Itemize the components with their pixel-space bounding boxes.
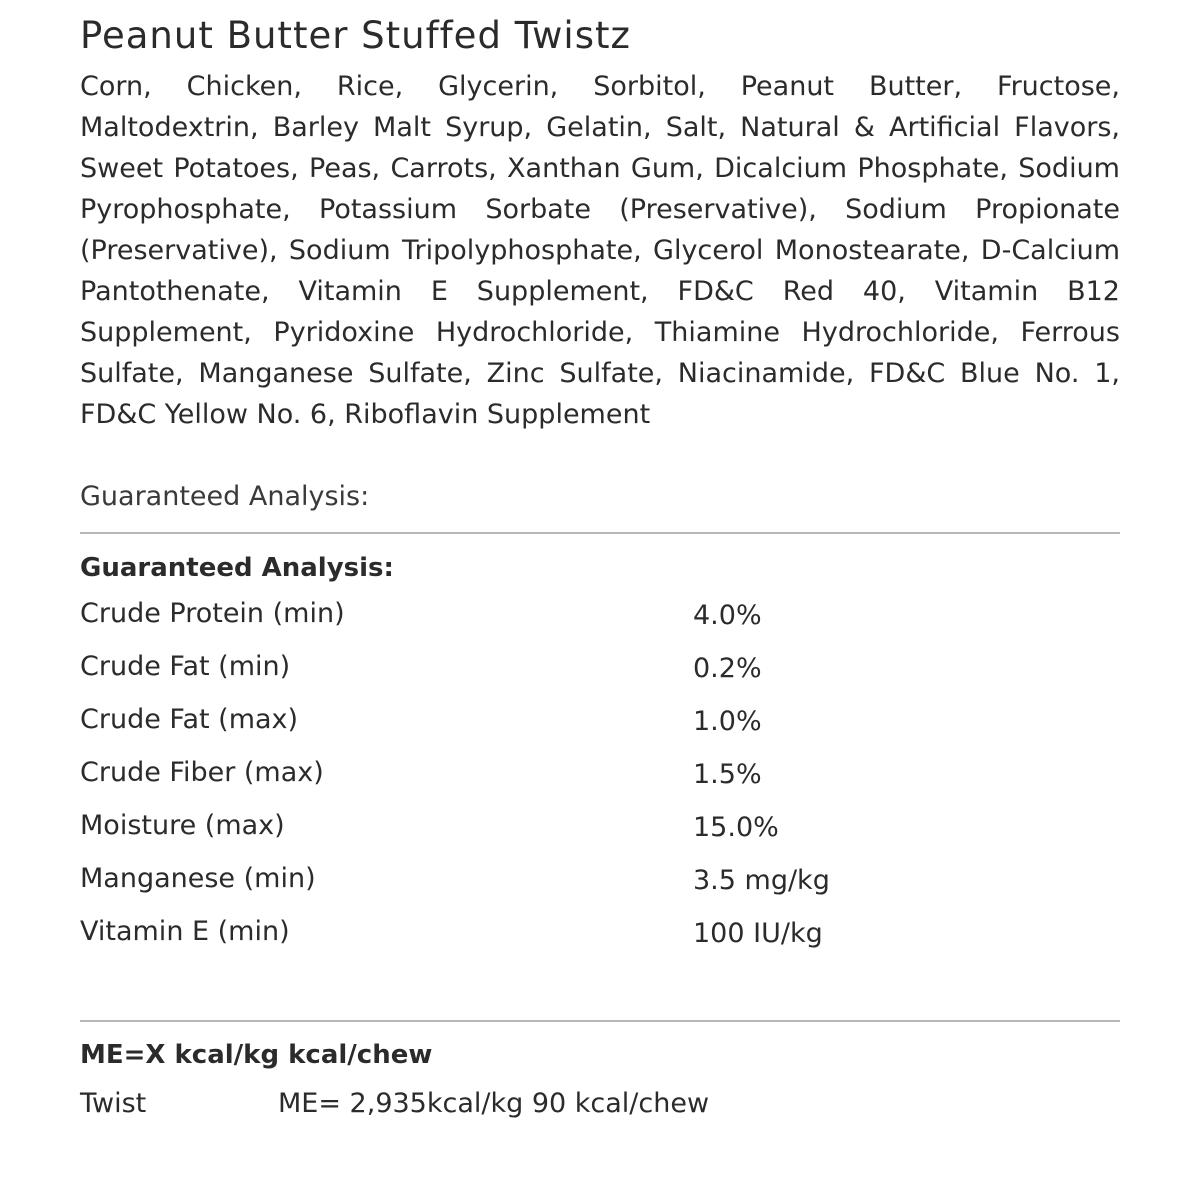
nutrient-amount: 100 IU/kg — [693, 918, 823, 949]
nutrient-amount: 15.0% — [693, 812, 779, 843]
metabolizable-energy-row — [80, 1088, 1120, 1128]
analysis-row — [80, 751, 1120, 804]
nutrient-name: Manganese (min) — [80, 863, 316, 894]
analysis-row — [80, 857, 1120, 910]
ingredients-trailer-label: Guaranteed Analysis: — [80, 481, 370, 512]
nutrient-name: Crude Fat (max) — [80, 704, 299, 735]
section-divider — [80, 532, 1120, 534]
product-title: Peanut Butter Stuffed Twistz — [80, 14, 631, 57]
nutrient-name: Moisture (max) — [80, 810, 285, 841]
nutrient-amount: 1.5% — [693, 759, 762, 790]
analysis-row — [80, 910, 1120, 963]
analysis-row — [80, 592, 1120, 645]
nutrient-name: Vitamin E (min) — [80, 916, 290, 947]
nutrient-name: Crude Fiber (max) — [80, 757, 324, 788]
analysis-row — [80, 698, 1120, 751]
nutrient-name: Crude Fat (min) — [80, 651, 291, 682]
nutrient-name: Crude Protein (min) — [80, 598, 345, 629]
nutrient-amount: 1.0% — [693, 706, 762, 737]
energy-item-name: Twist — [80, 1088, 147, 1119]
energy-item-value: ME= 2,935kcal/kg 90 kcal/chew — [278, 1088, 710, 1119]
analysis-row — [80, 804, 1120, 857]
nutrient-amount: 4.0% — [693, 600, 762, 631]
nutrient-amount: 3.5 mg/kg — [693, 865, 830, 896]
analysis-row — [80, 645, 1120, 698]
guaranteed-analysis-table — [80, 592, 1120, 963]
section-divider — [80, 1020, 1120, 1022]
ingredients-list: Corn, Chicken, Rice, Glycerin, Sorbitol, Peanut Butter, Fructose, Maltodextrin, Barley Malt Syrup, Gelatin, Salt, Natural & Artificial Flavors, Sweet Potatoes, Peas, Carrots, Xanthan Gum, Dicalcium Phosphate, Sodium Pyrophosphate, Potassium Sorbate (Preservative), Sodium Propionate (Preservative), Sodium Tripolyphosphate, Glycerol Monostearate, D-Calcium Pantothenate, Vitamin E Supplement, FD&C Red 40, Vitamin B12 Supplement, Pyridoxine Hydrochloride, Thiamine Hydrochloride, Ferrous Sulfate, Manganese Sulfate, Zinc Sulfate, Niacinamide, FD&C Blue No. 1, FD&C Yellow No. 6, Riboflavin Supplement — [80, 71, 1120, 430]
nutrient-amount: 0.2% — [693, 653, 762, 684]
metabolizable-energy-heading: ME=X kcal/kg kcal/chew — [80, 1040, 433, 1070]
guaranteed-analysis-heading: Guaranteed Analysis: — [80, 553, 394, 583]
